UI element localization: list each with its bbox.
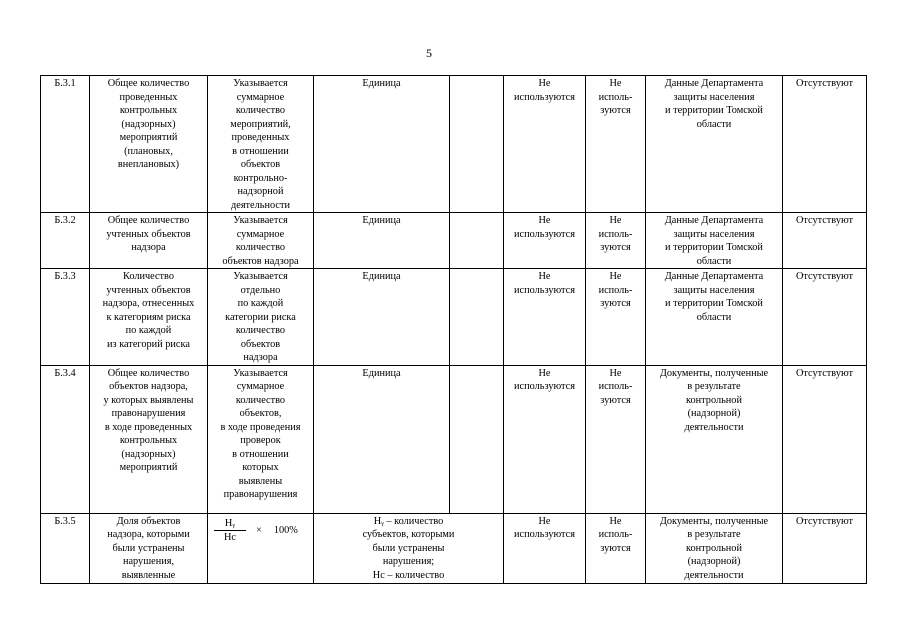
formula-cell xyxy=(208,513,314,583)
cell-line: количество xyxy=(235,105,286,116)
cell-line: Не xyxy=(538,215,551,226)
cell-line: к категориям риска xyxy=(106,311,191,323)
data-source xyxy=(646,76,783,213)
cell-line: Указывается xyxy=(233,215,288,226)
row-code: Б.3.1 xyxy=(41,76,90,213)
cell-line: (надзорных) xyxy=(121,448,176,460)
cell-line: зуются xyxy=(600,542,631,554)
table-row xyxy=(41,269,867,366)
cell-line: контрольной xyxy=(686,394,742,406)
methods-cell xyxy=(586,213,646,269)
cell-line: суммарное xyxy=(236,228,285,240)
cell-line: Указывается xyxy=(233,271,288,282)
formula-numerator: Нᵧ xyxy=(214,518,246,531)
cell-line: количество xyxy=(235,325,286,336)
cell-line: Общее количество xyxy=(107,78,190,89)
formula-percent: 100% xyxy=(273,524,298,536)
cell-line: Не xyxy=(538,78,551,89)
formula-denominator: Нс xyxy=(223,531,236,543)
data-source xyxy=(646,513,783,583)
base-indicators xyxy=(504,213,586,269)
cell-line: исполь- xyxy=(598,91,633,103)
cell-line: проверок xyxy=(240,435,281,446)
cell-line: (плановых, xyxy=(124,145,173,157)
table-row xyxy=(41,513,867,583)
cell-line: деятельности xyxy=(684,569,744,581)
cell-line: Данные Департамента xyxy=(664,215,764,226)
cell-line: суммарное xyxy=(236,91,285,103)
unit-cell: Единица xyxy=(314,269,450,366)
cell-line: Данные Департамента xyxy=(664,78,764,89)
variables-description xyxy=(314,513,504,583)
cell-line: объектов надзора, xyxy=(109,381,188,392)
calculation-method xyxy=(208,365,314,513)
cell-line: Указывается xyxy=(233,78,288,89)
row-code: Б.3.4 xyxy=(41,365,90,513)
cell-line: Не xyxy=(609,367,622,379)
table-row xyxy=(41,76,867,213)
indicators-table xyxy=(40,75,867,584)
cell-line: в результате xyxy=(687,529,741,540)
cell-line: защиты населения xyxy=(673,91,755,103)
periodicity-cell: Отсутствуют xyxy=(783,76,867,213)
empty-cell xyxy=(450,365,504,513)
cell-line: надзора, отнесенных xyxy=(102,298,195,309)
cell-line: зуются xyxy=(600,394,631,406)
cell-line: области xyxy=(696,255,732,267)
indicator-name xyxy=(90,76,208,213)
formula xyxy=(211,515,310,544)
cell-line: Доля объектов xyxy=(116,515,181,527)
empty-cell xyxy=(450,269,504,366)
cell-line: исполь- xyxy=(598,284,633,296)
cell-line: зуются xyxy=(600,105,631,116)
page-number: 5 xyxy=(426,46,432,60)
cell-line: контрольно- xyxy=(233,172,288,184)
cell-line: области xyxy=(696,311,732,323)
cell-line: правонарушения xyxy=(223,489,298,500)
cell-line: и территории Томской xyxy=(665,298,763,309)
empty-cell xyxy=(450,76,504,213)
cell-line: исполь- xyxy=(598,381,633,392)
row-code: Б.3.2 xyxy=(41,213,90,269)
cell-line: проведенных xyxy=(119,91,178,103)
cell-line: Не xyxy=(538,515,551,527)
cell-line: Документы, полученные xyxy=(659,515,769,527)
empty-cell xyxy=(450,213,504,269)
cell-line: количество xyxy=(235,242,286,253)
cell-line: были устранены xyxy=(372,542,445,554)
data-source xyxy=(646,213,783,269)
cell-line: у которых выявлены xyxy=(103,394,194,406)
cell-line: используются xyxy=(514,284,575,296)
cell-line: были устранены xyxy=(112,542,185,554)
cell-line: субъектов, которыми xyxy=(362,529,455,540)
cell-line: по каждой xyxy=(237,298,284,309)
cell-line: выявлены xyxy=(238,475,283,487)
cell-line: в отношении xyxy=(232,448,289,460)
base-indicators xyxy=(504,76,586,213)
methods-cell xyxy=(586,269,646,366)
base-indicators xyxy=(504,365,586,513)
data-source xyxy=(646,365,783,513)
cell-line: исполь- xyxy=(598,529,633,540)
cell-line: используются xyxy=(514,228,575,240)
base-indicators xyxy=(504,269,586,366)
cell-line: в ходе проведенных xyxy=(104,421,193,433)
table-row xyxy=(41,213,867,269)
cell-line: в отношении xyxy=(232,145,289,157)
indicator-name xyxy=(90,365,208,513)
row-code: Б.3.5 xyxy=(41,513,90,583)
cell-line: объектов, xyxy=(239,408,282,419)
base-indicators xyxy=(504,513,586,583)
cell-line: Не xyxy=(609,515,622,527)
cell-line: области xyxy=(696,118,732,130)
table-body xyxy=(41,76,867,584)
cell-line: и территории Томской xyxy=(665,242,763,253)
cell-line: объектов надзора xyxy=(222,255,299,267)
cell-line: деятельности xyxy=(231,199,290,211)
cell-line: зуются xyxy=(600,242,631,253)
cell-line: Документы, полученные xyxy=(659,367,769,379)
cell-line: надзорной xyxy=(237,186,284,197)
cell-line: мероприятий xyxy=(119,132,178,143)
indicator-name xyxy=(90,269,208,366)
cell-line: защиты населения xyxy=(673,228,755,240)
unit-cell: Единица xyxy=(314,76,450,213)
cell-line: Общее количество xyxy=(107,215,190,226)
cell-line: внеплановых) xyxy=(117,159,180,170)
cell-line: надзора xyxy=(243,352,278,363)
cell-line: Не xyxy=(609,78,622,89)
methods-cell xyxy=(586,365,646,513)
cell-line: контрольной xyxy=(686,542,742,554)
row-code: Б.3.3 xyxy=(41,269,90,366)
cell-line: (надзорной) xyxy=(687,556,741,567)
cell-line: контрольных xyxy=(119,435,178,446)
cell-line: Количество xyxy=(122,271,175,282)
cell-line: Указывается xyxy=(233,367,288,379)
cell-line: надзора xyxy=(131,242,166,253)
cell-line: Не xyxy=(609,215,622,226)
cell-line: надзора, которыми xyxy=(107,529,190,540)
cell-line: из категорий риска xyxy=(107,338,190,350)
cell-line: по каждой xyxy=(125,325,172,336)
cell-line: категории риска xyxy=(225,311,296,323)
cell-line: Общее количество xyxy=(107,367,190,379)
calculation-method xyxy=(208,269,314,366)
cell-line: используются xyxy=(514,381,575,392)
periodicity-cell: Отсутствуют xyxy=(783,269,867,366)
cell-line: нарушения; xyxy=(382,556,435,567)
unit-cell: Единица xyxy=(314,213,450,269)
cell-line: (надзорных) xyxy=(121,118,176,130)
methods-cell xyxy=(586,76,646,213)
cell-line: Не xyxy=(609,271,622,282)
cell-line: количество xyxy=(235,394,286,406)
indicator-name xyxy=(90,513,208,583)
cell-line: исполь- xyxy=(598,228,633,240)
cell-line: и территории Томской xyxy=(665,105,763,116)
cell-line: Не xyxy=(538,367,551,379)
cell-line: используются xyxy=(514,91,575,103)
cell-line: объектов xyxy=(240,159,281,170)
cell-line: Нс – количество xyxy=(372,569,445,581)
cell-line: учтенных объектов xyxy=(106,228,191,240)
cell-line: зуются xyxy=(600,298,631,309)
cell-line: учтенных объектов xyxy=(106,284,191,296)
cell-line: в ходе проведения xyxy=(220,421,301,433)
cell-line: Данные Департамента xyxy=(664,271,764,282)
methods-cell xyxy=(586,513,646,583)
cell-line: контрольных xyxy=(119,105,178,116)
cell-line: выявленные xyxy=(121,569,176,581)
formula-times: × xyxy=(256,524,262,536)
cell-line: объектов xyxy=(240,338,281,350)
calculation-method xyxy=(208,76,314,213)
data-source xyxy=(646,269,783,366)
fraction xyxy=(214,518,246,544)
indicator-name xyxy=(90,213,208,269)
cell-line: в результате xyxy=(687,381,741,392)
cell-line: Не xyxy=(538,271,551,282)
cell-line: отдельно xyxy=(240,284,281,296)
cell-line: суммарное xyxy=(236,381,285,392)
cell-line: правонарушения xyxy=(111,408,186,419)
calculation-method xyxy=(208,213,314,269)
cell-line: Нᵧ – количество xyxy=(373,515,444,527)
cell-line: нарушения, xyxy=(122,556,175,567)
periodicity-cell: Отсутствуют xyxy=(783,513,867,583)
cell-line: мероприятий, xyxy=(230,118,291,130)
table-row xyxy=(41,365,867,513)
cell-line: (надзорной) xyxy=(687,408,741,419)
unit-cell: Единица xyxy=(314,365,450,513)
cell-line: деятельности xyxy=(684,421,744,433)
cell-line: защиты населения xyxy=(673,284,755,296)
cell-line: которых xyxy=(242,462,279,473)
periodicity-cell: Отсутствуют xyxy=(783,365,867,513)
cell-line: используются xyxy=(514,529,575,540)
cell-line: мероприятий xyxy=(119,462,178,473)
periodicity-cell: Отсутствуют xyxy=(783,213,867,269)
cell-line: проведенных xyxy=(231,132,290,143)
